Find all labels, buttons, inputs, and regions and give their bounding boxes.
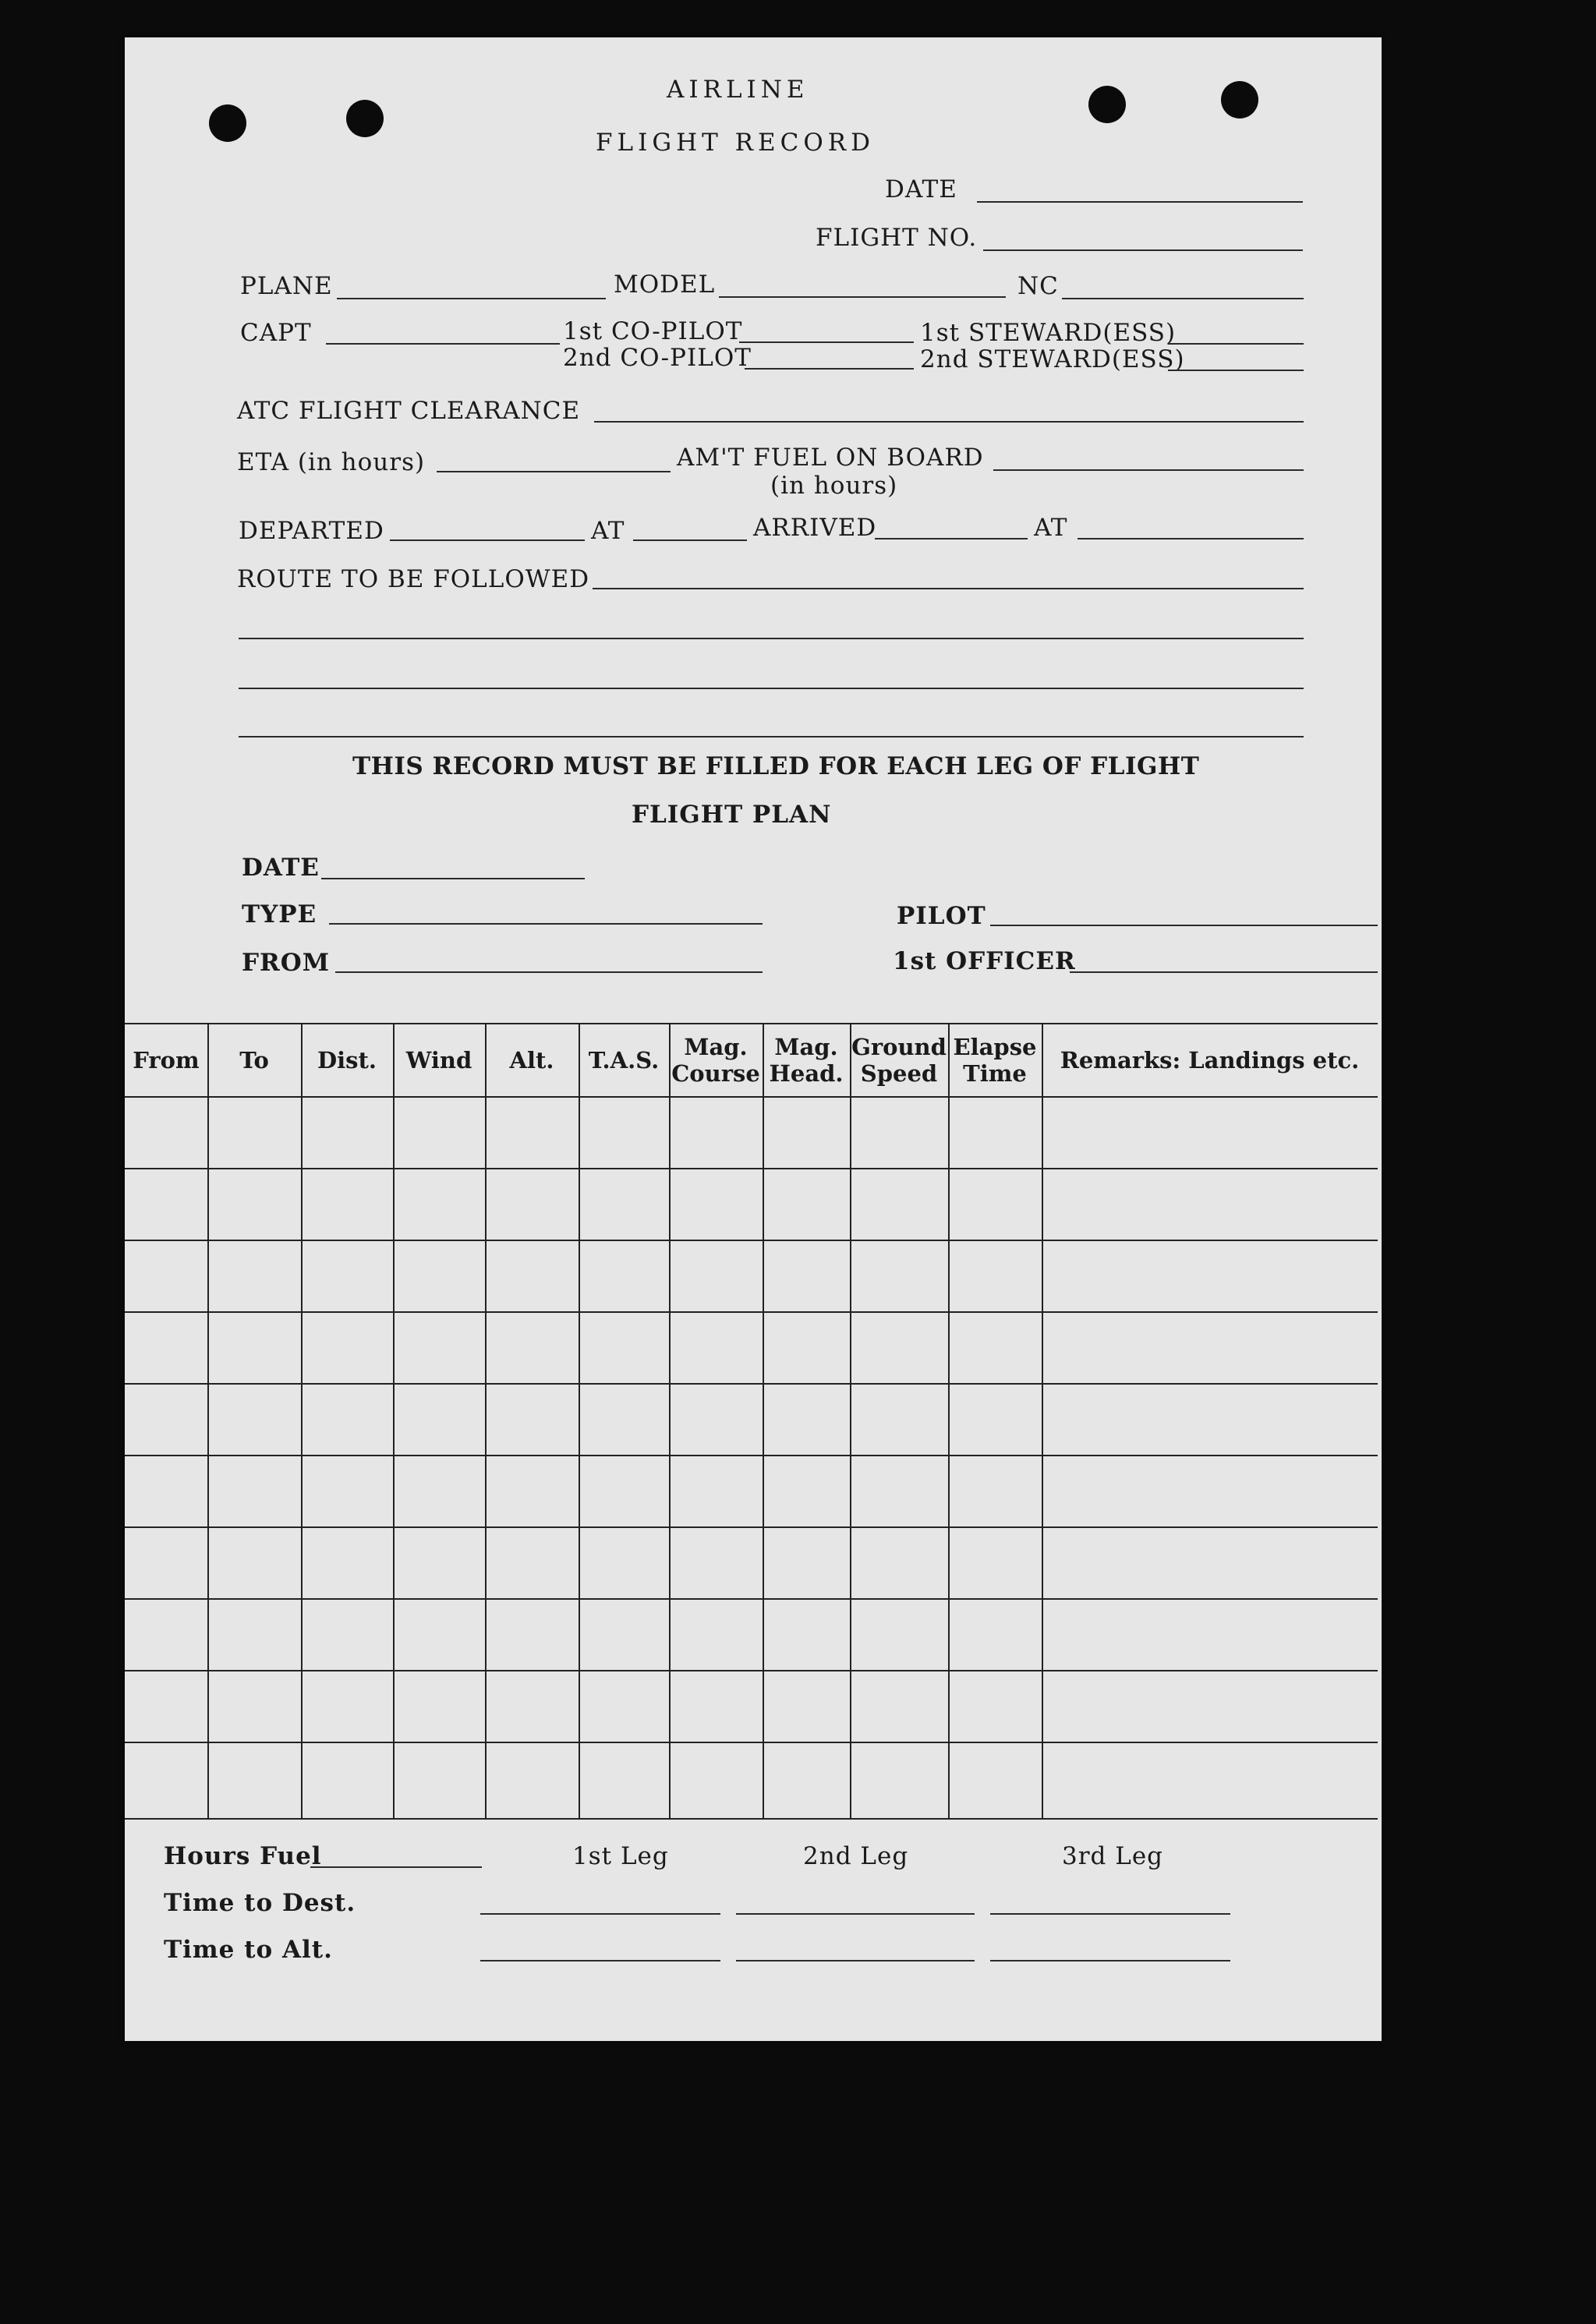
route-line-2[interactable] (239, 638, 1304, 639)
eta-label: ETA (in hours) (237, 448, 426, 476)
co-pilot-1-line[interactable] (739, 341, 914, 343)
time-alt-leg3-line[interactable] (990, 1960, 1230, 1961)
capt-label: CAPT (240, 319, 312, 347)
nc-line[interactable] (1062, 298, 1304, 299)
plan-type-label: TYPE (242, 900, 317, 929)
fuel-label: AM'T FUEL ON BOARD (677, 444, 984, 472)
col-header-elapse-time: Elapse Time (953, 1034, 1037, 1087)
col-header-ground-speed: Ground Speed (851, 1034, 947, 1087)
hours-fuel-label: Hours Fuel (164, 1842, 322, 1870)
plan-date-line[interactable] (321, 878, 585, 879)
plan-pilot-line[interactable] (990, 925, 1378, 926)
route-label: ROUTE TO BE FOLLOWED (237, 565, 590, 593)
arrived-label: ARRIVED (753, 514, 877, 542)
header-title: FLIGHT RECORD (596, 129, 875, 157)
plan-officer-label: 1st OFFICER (893, 947, 1076, 975)
col-header-from: From (133, 1047, 200, 1074)
atc-label: ATC FLIGHT CLEARANCE (237, 397, 581, 425)
at2-line[interactable] (1078, 538, 1304, 539)
steward-2-line[interactable] (1168, 370, 1304, 371)
time-alt-label: Time to Alt. (164, 1936, 333, 1964)
flight-no-label: FLIGHT NO. (816, 224, 978, 252)
punch-hole-4 (1221, 81, 1258, 118)
flight-no-line[interactable] (983, 249, 1303, 251)
at2-label: AT (1034, 514, 1068, 542)
col-header-tas: T.A.S. (588, 1047, 660, 1074)
model-label: MODEL (614, 271, 716, 299)
time-dest-leg1-line[interactable] (480, 1913, 720, 1915)
route-line-3[interactable] (239, 688, 1304, 689)
time-alt-leg1-line[interactable] (480, 1960, 720, 1961)
leg2-label: 2nd Leg (803, 1842, 909, 1870)
date-label: DATE (885, 175, 957, 203)
time-alt-leg2-line[interactable] (736, 1960, 975, 1961)
col-header-alt: Alt. (509, 1047, 554, 1074)
plan-from-line[interactable] (335, 971, 763, 973)
flight-plan-title: FLIGHT PLAN (632, 801, 832, 829)
hours-fuel-line[interactable] (310, 1866, 482, 1868)
time-dest-leg3-line[interactable] (990, 1913, 1230, 1915)
fuel-sub-label: (in hours) (770, 472, 898, 500)
notice-text: THIS RECORD MUST BE FILLED FOR EACH LEG OF FLIGHT (352, 752, 1200, 780)
time-dest-leg2-line[interactable] (736, 1913, 975, 1915)
co-pilot-2-line[interactable] (745, 368, 914, 370)
punch-hole-3 (1088, 86, 1126, 123)
plane-label: PLANE (240, 272, 333, 300)
plan-date-label: DATE (242, 854, 320, 882)
col-header-mag-head: Mag. Head. (769, 1034, 844, 1087)
departed-label: DEPARTED (239, 517, 384, 545)
plan-pilot-label: PILOT (897, 902, 986, 930)
flight-record-form (125, 37, 1382, 2041)
at1-line[interactable] (633, 539, 747, 541)
departed-line[interactable] (390, 539, 585, 541)
at1-label: AT (591, 517, 625, 545)
col-header-to: To (239, 1047, 269, 1074)
flight-plan-table (125, 1023, 1378, 1820)
co-pilot-2-label: 2nd CO-PILOT (563, 344, 752, 372)
plan-type-line[interactable] (329, 923, 763, 925)
plan-officer-line[interactable] (1070, 971, 1378, 973)
col-header-wind: Wind (405, 1047, 472, 1074)
model-line[interactable] (719, 296, 1006, 298)
punch-hole-1 (209, 104, 246, 142)
leg3-label: 3rd Leg (1062, 1842, 1164, 1870)
steward-2-label: 2nd STEWARD(ESS) (920, 345, 1185, 373)
route-line-4[interactable] (239, 736, 1304, 738)
steward-1-label: 1st STEWARD(ESS) (920, 319, 1177, 347)
col-header-dist: Dist. (317, 1047, 377, 1074)
route-line-1[interactable] (593, 588, 1304, 589)
plan-from-label: FROM (242, 949, 331, 977)
plane-line[interactable] (337, 298, 606, 299)
punch-hole-2 (346, 100, 384, 137)
steward-1-line[interactable] (1168, 343, 1304, 345)
nc-label: NC (1017, 272, 1059, 300)
capt-line[interactable] (326, 343, 560, 345)
col-header-mag-course: Mag. Course (671, 1034, 760, 1087)
eta-line[interactable] (437, 471, 671, 472)
co-pilot-1-label: 1st CO-PILOT (563, 317, 743, 345)
header-airline: AIRLINE (667, 76, 809, 104)
date-line[interactable] (977, 201, 1303, 203)
arrived-line[interactable] (875, 538, 1028, 539)
time-dest-label: Time to Dest. (164, 1889, 356, 1917)
fuel-line[interactable] (993, 469, 1304, 471)
atc-line[interactable] (594, 421, 1304, 423)
leg1-label: 1st Leg (572, 1842, 669, 1870)
col-header-remarks: Remarks: Landings etc. (1060, 1047, 1360, 1074)
